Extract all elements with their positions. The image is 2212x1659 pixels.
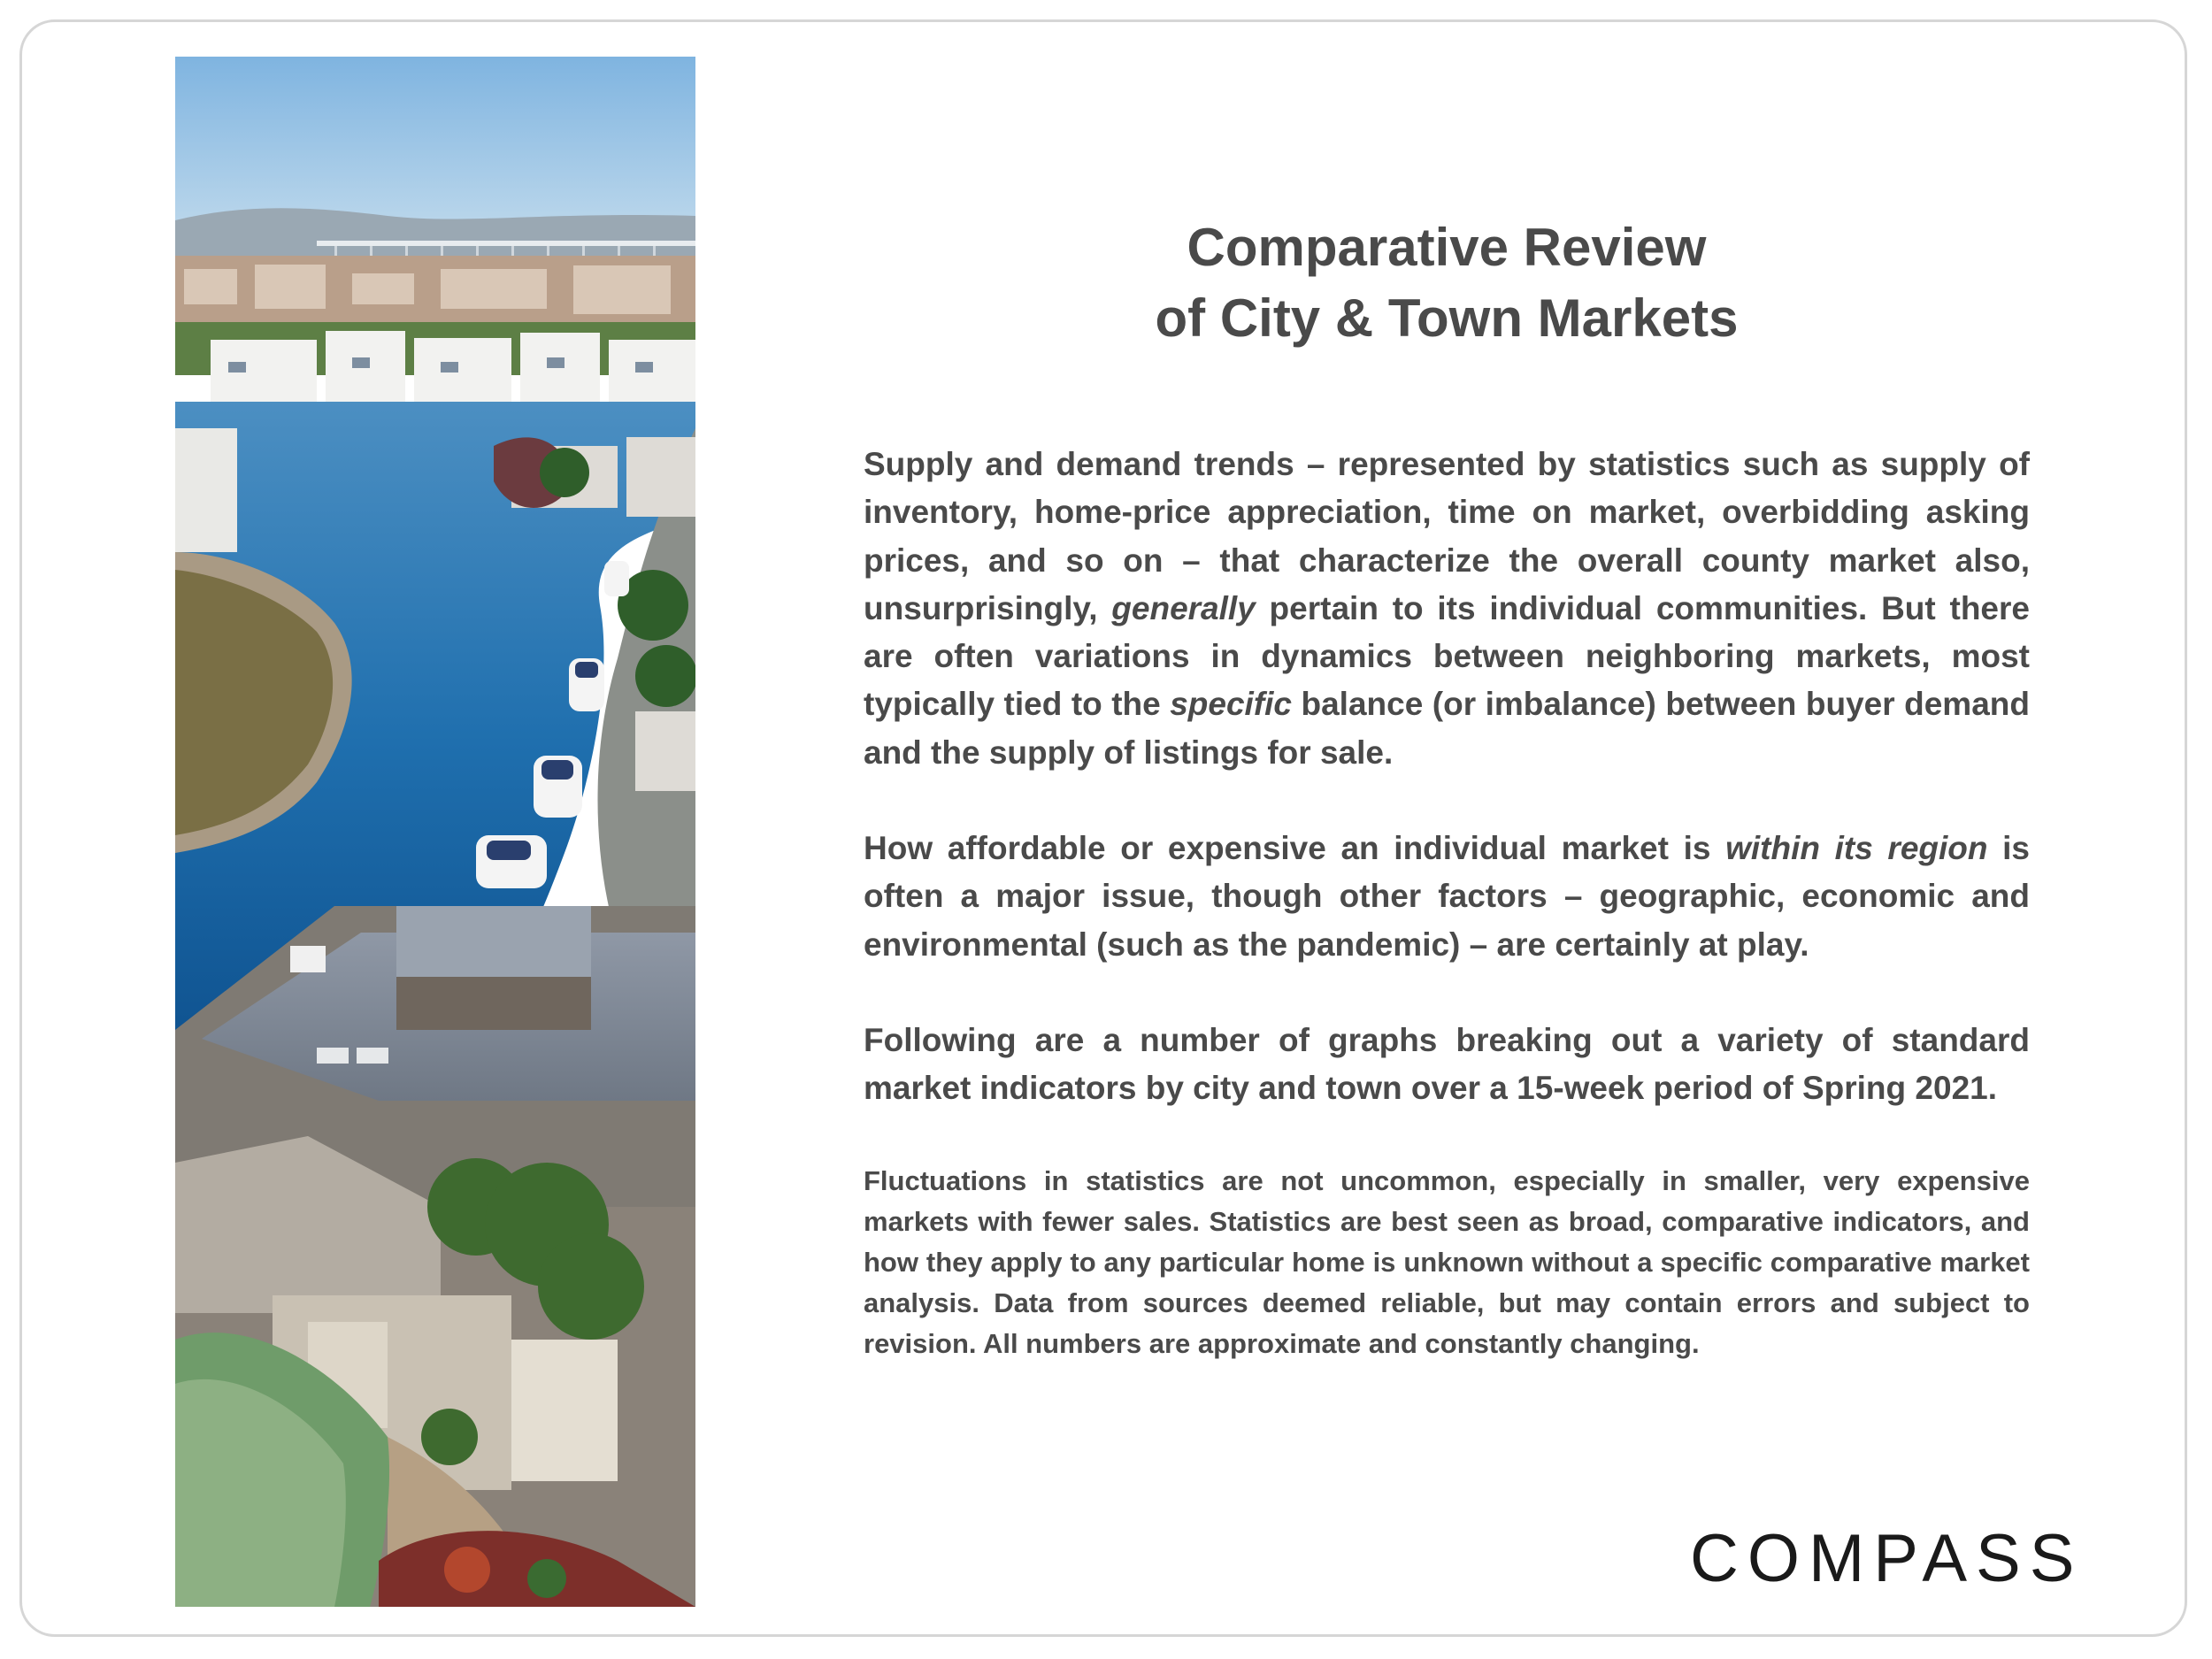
body-text [864, 441, 2030, 1364]
paragraph1-text-1: Supply and demand trends – represented by statistics such as supply of inventory, home-price appreciation, time on market, overbidding asking prices, and so on – that characterize the overall county market also, unsurprisingly, [864, 446, 2030, 626]
paragraph1-text-3: balance (or imbalance) between buyer demand and the supply of listings for sale. [864, 686, 2030, 771]
paragraph2-emphasis-region: within its region [1725, 830, 1988, 867]
paragraph1-text-2: pertain to its individual communities. But there are often variations in dynamics between neighboring markets, most typically tied to the [864, 589, 2030, 723]
page-title [885, 212, 2008, 354]
compass-logo-text: COMPASS [1690, 1522, 2084, 1593]
paragraph2-text-1: How affordable or expensive an individual market is [864, 830, 1726, 867]
compass-logo [1690, 1522, 2099, 1593]
title-line-2: of City & Town Markets [1155, 288, 1739, 348]
waterfront-aerial-photo [175, 57, 695, 1607]
paragraph-following-graphs: Following are a number of graphs breaking out a variety of standard market indicators by city and town over a 15-week period of Spring 2021. [864, 1021, 2030, 1107]
paragraph1-emphasis-generally: generally [1111, 589, 1256, 626]
paragraph2-text-2: is often a major issue, though other factors – geographic, economic and environmental (such as the pandemic) – are certainly at play. [864, 830, 2030, 963]
paragraph-affordability [864, 825, 2030, 969]
disclaimer-text: Fluctuations in statistics are not uncommon, especially in smaller, very expensive markets with fewer sales. Statistics are best seen as broad, comparative indicators, and how they apply to any particular home is unknown without a specific comparative market analysis. Data from sources deemed reliable, but may contain errors and subject to revision. All numbers are approximate and constantly changing. [864, 1164, 2030, 1359]
paragraph1-emphasis-specific: specific [1170, 686, 1293, 723]
paragraph-supply-demand [864, 441, 2030, 777]
title-line-1: Comparative Review [1187, 218, 1707, 277]
